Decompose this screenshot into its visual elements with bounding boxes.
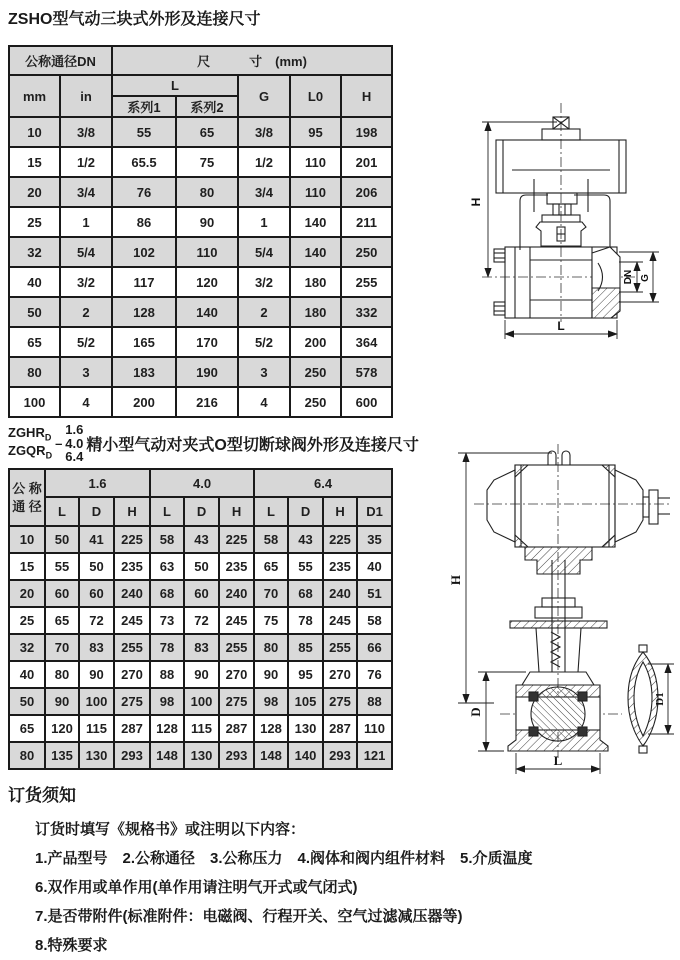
notes-line-5: 8.特殊要求	[35, 937, 108, 954]
table-cell: 235	[323, 553, 357, 580]
table-cell: 148	[254, 742, 288, 769]
actuator2	[487, 451, 670, 547]
table2-zghr-dimensions	[8, 468, 393, 770]
pressure-1: 1.6	[65, 422, 84, 437]
table-cell: 55	[288, 553, 323, 580]
table1-row	[9, 267, 392, 297]
table-cell: 287	[323, 715, 357, 742]
pressure-2: 4.0	[65, 435, 84, 451]
table-cell: 1/2	[238, 147, 290, 177]
table-cell: 90	[79, 661, 114, 688]
section2-dash: –	[55, 435, 63, 451]
table-cell: 250	[290, 387, 341, 417]
drawing2-label-L: L	[553, 753, 563, 768]
table-cell: 66	[357, 634, 392, 661]
table-cell: 600	[341, 387, 392, 417]
t2-col-L2: L	[150, 497, 184, 526]
table-cell: 120	[45, 715, 79, 742]
table-cell: 5/4	[60, 237, 112, 267]
table-cell: 140	[176, 297, 238, 327]
t1-header-H: H	[341, 75, 392, 117]
table-cell: 198	[341, 117, 392, 147]
table-cell: 75	[254, 607, 288, 634]
table-cell: 51	[357, 580, 392, 607]
table-cell: 65	[176, 117, 238, 147]
table-cell: 140	[288, 742, 323, 769]
t1-header-dn: 公称通径DN	[9, 46, 112, 75]
table-cell: 95	[288, 661, 323, 688]
table-cell: 75	[176, 147, 238, 177]
table-cell: 72	[79, 607, 114, 634]
table-cell: 83	[184, 634, 219, 661]
table2-body	[9, 526, 392, 769]
table-cell: 128	[254, 715, 288, 742]
t2-col-H2: H	[219, 497, 254, 526]
table2-row	[9, 634, 392, 661]
table-cell: 130	[288, 715, 323, 742]
table-cell: 4	[238, 387, 290, 417]
t2-col-D1: D	[79, 497, 114, 526]
table-cell: 225	[219, 526, 254, 553]
table-cell: 275	[114, 688, 150, 715]
table-cell: 235	[219, 553, 254, 580]
table-cell: 50	[9, 297, 60, 327]
table-cell: 90	[184, 661, 219, 688]
table-cell: 183	[112, 357, 176, 387]
table-cell: 245	[323, 607, 357, 634]
table-cell: 25	[9, 607, 45, 634]
drawing1-label-G: G	[640, 274, 651, 282]
table-cell: 130	[184, 742, 219, 769]
table2-row	[9, 661, 392, 688]
table-cell: 1/2	[60, 147, 112, 177]
t2-col-L1: L	[45, 497, 79, 526]
t2-col-D2: D	[184, 497, 219, 526]
table-cell: 40	[357, 553, 392, 580]
table-cell: 240	[323, 580, 357, 607]
t1-header-L: L	[112, 75, 238, 96]
table-cell: 32	[9, 237, 60, 267]
table-cell: 76	[357, 661, 392, 688]
table1-row	[9, 237, 392, 267]
table2-row	[9, 715, 392, 742]
section1-title: ZSHO型气动三块式外形及连接尺寸	[8, 11, 261, 28]
table-cell: 3/4	[238, 177, 290, 207]
table-cell: 98	[150, 688, 184, 715]
table-cell: 293	[114, 742, 150, 769]
table-cell: 130	[79, 742, 114, 769]
table-cell: 110	[290, 147, 341, 177]
model-zgqr: $ZGQR_D$	[8, 443, 53, 462]
table-cell: 255	[323, 634, 357, 661]
table-cell: 72	[184, 607, 219, 634]
table-cell: 2	[60, 297, 112, 327]
table-cell: 140	[290, 207, 341, 237]
notes-heading: 订货须知	[8, 786, 76, 805]
table-cell: 15	[9, 553, 45, 580]
table-cell: 364	[341, 327, 392, 357]
table-cell: 5/2	[238, 327, 290, 357]
table-cell: 2	[238, 297, 290, 327]
table-cell: 76	[112, 177, 176, 207]
table-cell: 58	[357, 607, 392, 634]
table-cell: 80	[45, 661, 79, 688]
table-cell: 100	[184, 688, 219, 715]
table-cell: 110	[357, 715, 392, 742]
table-cell: 20	[9, 580, 45, 607]
table-cell: 25	[9, 207, 60, 237]
table-cell: 80	[9, 357, 60, 387]
table-cell: 58	[150, 526, 184, 553]
notes-line-3: 6.双作用或单作用(单作用请注明气开式或气闭式)	[35, 879, 358, 896]
t2-col-H3: H	[323, 497, 357, 526]
table-cell: 15	[9, 147, 60, 177]
section2-heading	[8, 423, 419, 464]
table-cell: 110	[176, 237, 238, 267]
table-cell: 68	[288, 580, 323, 607]
table-cell: 170	[176, 327, 238, 357]
table-cell: 128	[112, 297, 176, 327]
table2-row	[9, 553, 392, 580]
table-cell: 240	[114, 580, 150, 607]
table-cell: 255	[341, 267, 392, 297]
table-cell: 287	[114, 715, 150, 742]
table-cell: 240	[219, 580, 254, 607]
table-cell: 293	[219, 742, 254, 769]
table-cell: 201	[341, 147, 392, 177]
table-cell: 78	[150, 634, 184, 661]
t1-header-G: G	[238, 75, 290, 117]
table-cell: 50	[9, 688, 45, 715]
table-cell: 105	[288, 688, 323, 715]
table2-row	[9, 607, 392, 634]
table-cell: 200	[112, 387, 176, 417]
table-cell: 270	[219, 661, 254, 688]
table-cell: 148	[150, 742, 184, 769]
table-cell: 90	[176, 207, 238, 237]
stem-and-bonnet	[510, 547, 607, 685]
drawing-three-piece-valve	[430, 100, 680, 340]
t2-header-group-16: 1.6	[45, 469, 150, 497]
notes-line-1: 订货时填写《规格书》或注明以下内容：	[35, 821, 306, 838]
table-cell: 255	[114, 634, 150, 661]
dimension-lines	[482, 122, 659, 339]
table-cell: 10	[9, 526, 45, 553]
notes-line-4: 7.是否带附件(标准附件：电磁阀、行程开关、空气过滤减压器等)	[35, 908, 463, 925]
table-cell: 98	[254, 688, 288, 715]
table-cell: 180	[290, 267, 341, 297]
table1-header	[9, 46, 392, 117]
table-cell: 60	[79, 580, 114, 607]
table-cell: 100	[9, 387, 60, 417]
pressure-3: 6.4	[65, 449, 84, 465]
table-cell: 3	[238, 357, 290, 387]
table-cell: 245	[219, 607, 254, 634]
table-cell: 50	[45, 526, 79, 553]
table-cell: 58	[254, 526, 288, 553]
table-cell: 206	[341, 177, 392, 207]
t2-col-H1: H	[114, 497, 150, 526]
table-cell: 43	[184, 526, 219, 553]
table-cell: 65	[9, 327, 60, 357]
table-cell: 70	[45, 634, 79, 661]
table-cell: 250	[290, 357, 341, 387]
table2-row	[9, 688, 392, 715]
table1-zsho-dimensions	[8, 45, 393, 418]
table-cell: 190	[176, 357, 238, 387]
table-cell: 88	[150, 661, 184, 688]
table-cell: 50	[184, 553, 219, 580]
table-cell: 1	[238, 207, 290, 237]
table-cell: 211	[341, 207, 392, 237]
table-cell: 5/4	[238, 237, 290, 267]
table-cell: 270	[323, 661, 357, 688]
table-cell: 140	[290, 237, 341, 267]
table1-row	[9, 357, 392, 387]
table-cell: 332	[341, 297, 392, 327]
table-cell: 80	[176, 177, 238, 207]
table-cell: 110	[290, 177, 341, 207]
table-cell: 270	[114, 661, 150, 688]
table-cell: 3/8	[238, 117, 290, 147]
drawing2-label-H: H	[448, 574, 463, 586]
table-cell: 3/2	[60, 267, 112, 297]
table-cell: 245	[114, 607, 150, 634]
table-cell: 275	[323, 688, 357, 715]
table-cell: 60	[184, 580, 219, 607]
t2-col-D3: D	[288, 497, 323, 526]
table-cell: 250	[341, 237, 392, 267]
table-cell: 68	[150, 580, 184, 607]
table-cell: 43	[288, 526, 323, 553]
table-cell: 95	[290, 117, 341, 147]
table-cell: 120	[176, 267, 238, 297]
table-cell: 115	[79, 715, 114, 742]
table-cell: 70	[254, 580, 288, 607]
table-cell: 86	[112, 207, 176, 237]
t1-header-in: in	[60, 75, 112, 117]
section2-title: 精小型气动对夹式O型切断球阀外形及连接尺寸	[86, 436, 419, 454]
table2-row	[9, 526, 392, 553]
drawing-wafer-valve	[430, 440, 680, 780]
t2-header-group-40: 4.0	[150, 469, 254, 497]
table-cell: 65	[254, 553, 288, 580]
table-cell: 20	[9, 177, 60, 207]
table2-row	[9, 742, 392, 769]
ordering-notes	[8, 781, 668, 960]
drawing1-label-DN: DN	[623, 269, 634, 285]
section2-models	[8, 425, 52, 463]
table-cell: 83	[79, 634, 114, 661]
model-zghr: $ZGHR_D$	[8, 424, 52, 443]
table-cell: 5/2	[60, 327, 112, 357]
table-cell: 121	[357, 742, 392, 769]
t2-col-D1dim: D1	[357, 497, 392, 526]
table-cell: 50	[79, 553, 114, 580]
table-cell: 60	[45, 580, 79, 607]
table1-row	[9, 387, 392, 417]
notes-line-2: 1.产品型号 2.公称通径 3.公称压力 4.阀体和阀内组件材料 5.介质温度	[35, 850, 533, 867]
table-cell: 63	[150, 553, 184, 580]
t1-header-size: 尺 寸 (mm)	[112, 46, 392, 75]
table-cell: 293	[323, 742, 357, 769]
table-cell: 100	[79, 688, 114, 715]
table-cell: 225	[323, 526, 357, 553]
table-cell: 3/2	[238, 267, 290, 297]
table-cell: 578	[341, 357, 392, 387]
table-cell: 73	[150, 607, 184, 634]
table1-body	[9, 117, 392, 417]
drawing1-label-L: L	[557, 319, 565, 333]
table-cell: 10	[9, 117, 60, 147]
section2-pressure-ratings	[65, 423, 83, 464]
table1-row	[9, 117, 392, 147]
t2-header-group-64: 6.4	[254, 469, 392, 497]
drawing2-label-D1: D1	[654, 692, 666, 706]
table-cell: 128	[150, 715, 184, 742]
table-cell: 65.5	[112, 147, 176, 177]
table2-header	[9, 469, 392, 526]
table1-row	[9, 177, 392, 207]
table-cell: 90	[254, 661, 288, 688]
table-cell: 225	[114, 526, 150, 553]
table-cell: 80	[254, 634, 288, 661]
table-cell: 55	[112, 117, 176, 147]
table-cell: 40	[9, 267, 60, 297]
table-cell: 3	[60, 357, 112, 387]
t1-header-series1: 系列1	[112, 96, 176, 117]
table-cell: 216	[176, 387, 238, 417]
table-cell: 41	[79, 526, 114, 553]
table-cell: 90	[45, 688, 79, 715]
t1-header-L0: L0	[290, 75, 341, 117]
table-cell: 275	[219, 688, 254, 715]
table-cell: 200	[290, 327, 341, 357]
valve-body	[494, 247, 620, 318]
t1-header-mm: mm	[9, 75, 60, 117]
table-cell: 1	[60, 207, 112, 237]
table-cell: 3/4	[60, 177, 112, 207]
table-cell: 40	[9, 661, 45, 688]
table-cell: 80	[9, 742, 45, 769]
table-cell: 35	[357, 526, 392, 553]
table2-row	[9, 580, 392, 607]
drawing2-label-D: D	[468, 707, 483, 717]
table-cell: 65	[9, 715, 45, 742]
table1-row	[9, 327, 392, 357]
table-cell: 102	[112, 237, 176, 267]
table-cell: 165	[112, 327, 176, 357]
table-cell: 255	[219, 634, 254, 661]
table-cell: 3/8	[60, 117, 112, 147]
table-cell: 88	[357, 688, 392, 715]
table-cell: 180	[290, 297, 341, 327]
table-cell: 287	[219, 715, 254, 742]
valve2-body	[508, 685, 608, 751]
t1-header-series2: 系列2	[176, 96, 238, 117]
table-cell: 115	[184, 715, 219, 742]
table-cell: 65	[45, 607, 79, 634]
t2-header-nominal: 公 称 通 径	[9, 469, 45, 526]
table-cell: 135	[45, 742, 79, 769]
table-cell: 4	[60, 387, 112, 417]
table1-row	[9, 147, 392, 177]
table-cell: 85	[288, 634, 323, 661]
table1-row	[9, 297, 392, 327]
table-cell: 78	[288, 607, 323, 634]
table1-row	[9, 207, 392, 237]
table-cell: 235	[114, 553, 150, 580]
t2-col-L3: L	[254, 497, 288, 526]
table-cell: 117	[112, 267, 176, 297]
table-cell: 32	[9, 634, 45, 661]
table-cell: 55	[45, 553, 79, 580]
drawing1-label-H: H	[469, 197, 483, 207]
